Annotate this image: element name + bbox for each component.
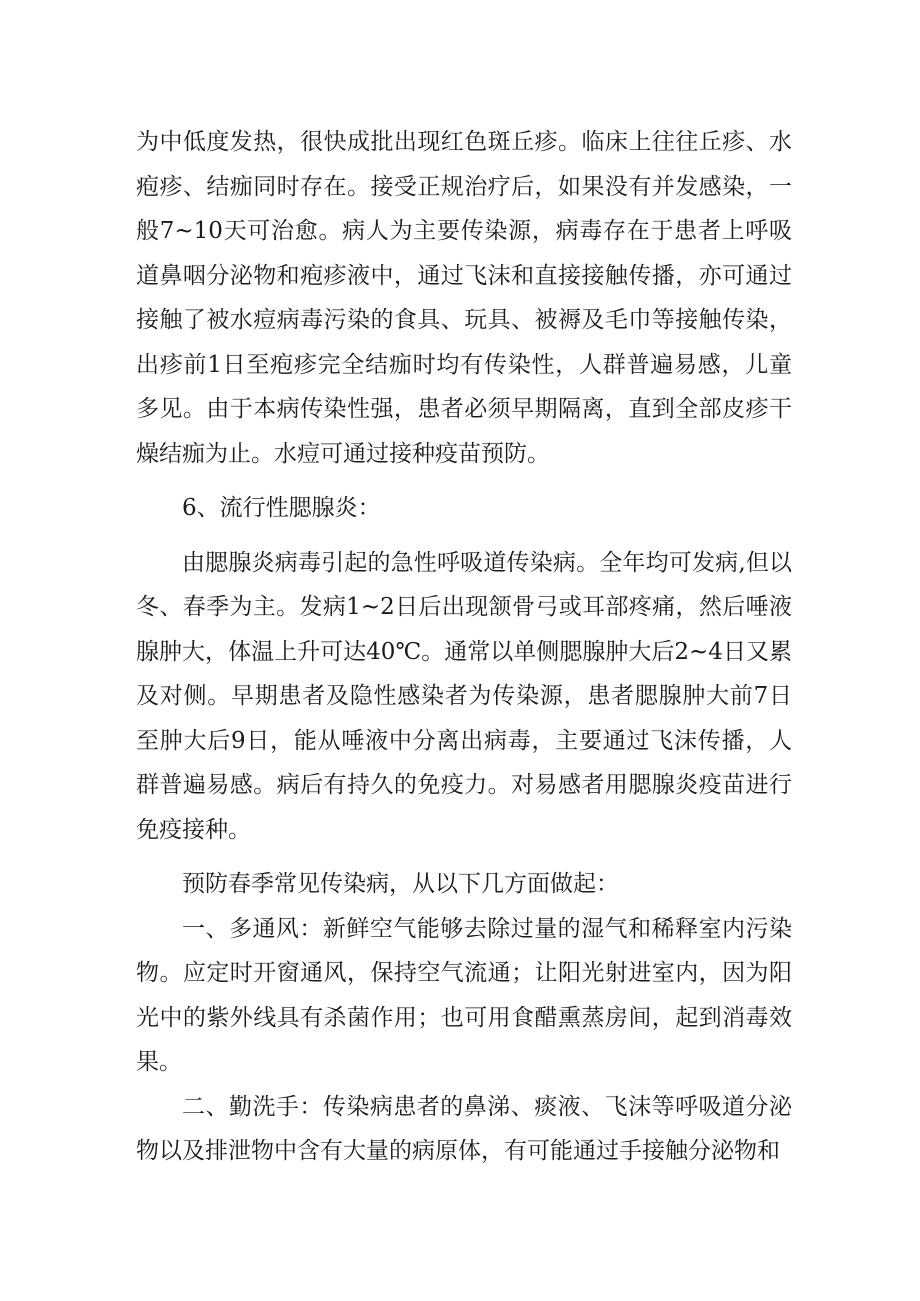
heading-mumps: 6、流行性腮腺炎：: [182, 495, 381, 521]
document-body: [136, 120, 792, 1174]
paragraph-ventilation: 一、多通风：新鲜空气能够去除过量的湿气和稀释室内污染物。应定时开窗通风，保持空气流通；让阳光射进室内，因为阳光中的紫外线具有杀菌作用；也可用食醋熏蒸房间，起到消毒效果。: [136, 915, 792, 1075]
paragraph-mumps: 由腮腺炎病毒引起的急性呼吸道传染病。全年均可发病,但以冬、春季为主。发病1~2日后出现颔骨弓或耳部疼痛，然后唾液腺肿大，体温上升可达40℃。通常以单侧腮腺肿大后2~4日又累及对侧。早期患者及隐性感染者为传染源，患者腮腺肿大前7日至肿大后9日，能从唾液中分离出病毒，主要通过飞沫传播，人群普遍易感。病后有持久的免疫力。对易感者用腮腺炎疫苗进行免疫接种。: [136, 549, 792, 843]
paragraph-varicella-continued: 为中低度发热，很快成批出现红色斑丘疹。临床上往往丘疹、水疱疹、结痂同时存在。接受正规治疗后，如果没有并发感染，一般7~10天可治愈。病人为主要传染源，病毒存在于患者上呼吸道鼻咽分泌物和疱疹液中，通过飞沫和直接接触传播，亦可通过接触了被水痘病毒污染的食具、玩具、被褥及毛巾等接触传染，出疹前1日至疱疹完全结痂时均有传染性，人群普遍易感，儿童多见。由于本病传染性强，患者必须早期隔离，直到全部皮疹干燥结痂为止。水痘可通过接种疫苗预防。: [136, 129, 792, 467]
paragraph-handwashing: 二、勤洗手：传染病患者的鼻涕、痰液、飞沫等呼吸道分泌物以及排泄物中含有大量的病原体，有可能通过手接触分泌物和: [136, 1093, 792, 1164]
paragraph-prevention-intro: 预防春季常见传染病，从以下几方面做起：: [182, 871, 619, 897]
